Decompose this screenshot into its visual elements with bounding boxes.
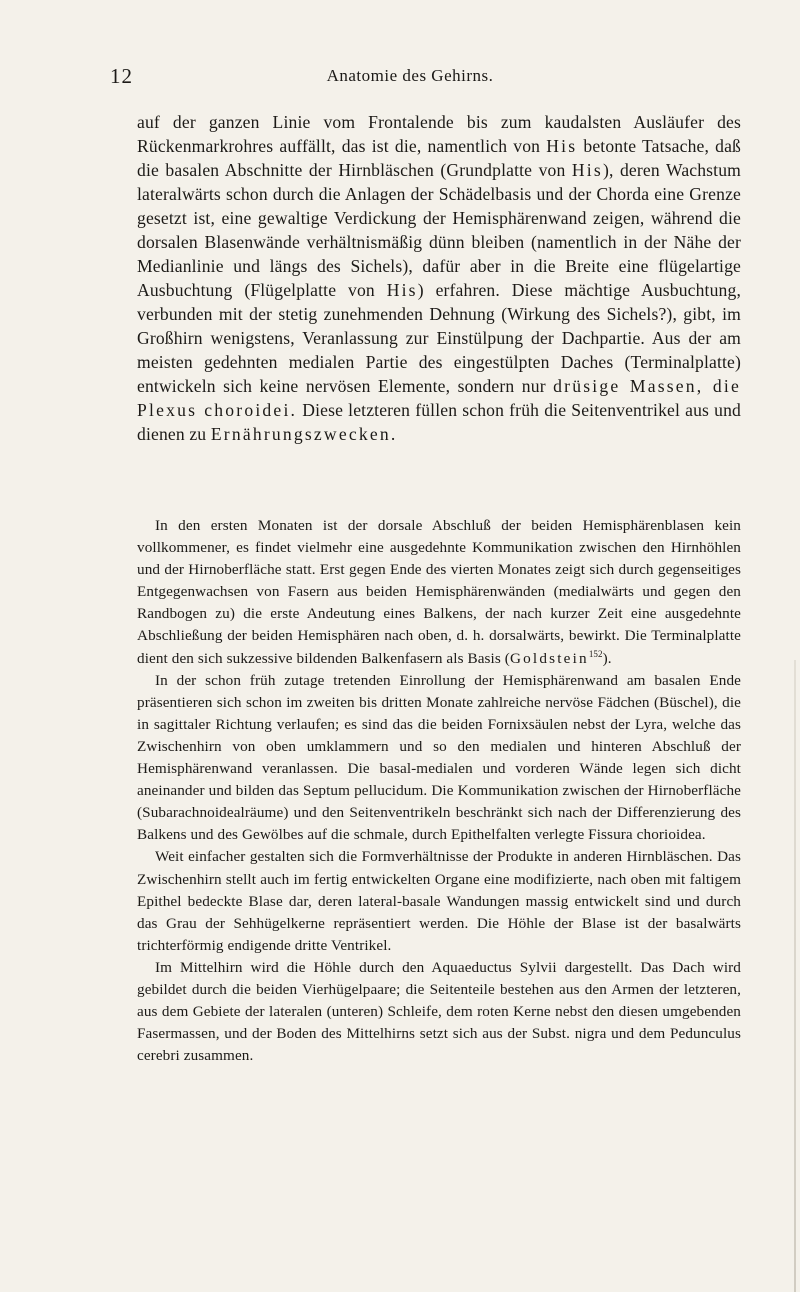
text-run: betonte Tatsache, daß die basalen Abschnitte der Hirnbläschen (Grundplatte von bbox=[137, 136, 741, 180]
emphasized-phrase: Ernährungszwecken. bbox=[210, 424, 398, 444]
author-name-goldstein: Goldstein bbox=[509, 649, 589, 667]
paragraph-zwischenhirn: Weit einfacher gestalten sich die Formverhältnisse der Produkte in anderen Hirnbläschen. Das Zwischenhirn stellt auch im fertig entwickelten Organe eine modifizierte, nach oben mit faltigem Epithel bedeckte Blase dar, deren lateral-basale Wandungen massig entwickelt sind und durch das Grau der Sehhügelkerne repräsentiert werden. Die Höhle der Blase ist der basalwärts trichterförmig endigende dritte Ventrikel. bbox=[137, 848, 741, 954]
author-name-his: His bbox=[386, 280, 418, 300]
author-name-his: His bbox=[546, 136, 578, 156]
text-run: auf der ganzen Linie vom Frontalende bis zum kaudalsten Ausläufer des Rückenmarkrohres auffällt, das ist die, namentlich von bbox=[137, 112, 741, 156]
reference-number: 152 bbox=[588, 648, 603, 659]
page-header bbox=[110, 64, 710, 94]
paragraph-fornix: In der schon früh zutage tretenden Einrollung der Hemisphärenwand am basalen Ende präsentieren sich schon im zweiten bis dritten Monate zahlreiche nervöse Fädchen (Büschel), die in sagittaler Richtung verlaufen; es sind das die beiden Fornixsäulen nebst der Lyra, welche das Zwischenhirn von oben umklammern und so den medialen und hinteren Abschluß der Hemisphärenwand veranlassen. Die basal-medialen und vorderen Wände legen sich dicht aneinander und bilden das Septum pellucidum. Die Kommunikation zwischen der Hirnoberfläche (Subarachnoidealräume) und den Seitenventrikeln beschränkt sich nach der Differenzierung des Balkens und des Gewölbes auf die schmale, durch Epithelfalten verlegte Fissura chorioidea. bbox=[137, 671, 741, 844]
main-text-block bbox=[137, 110, 741, 446]
paragraph-balken bbox=[137, 515, 741, 670]
text-run: Diese letzteren füllen schon früh die Seitenventrikel aus und dienen zu bbox=[137, 400, 741, 444]
author-name-his: His bbox=[571, 160, 603, 180]
emphasized-phrase: drüsige Massen, die Plexus choroidei. bbox=[137, 376, 741, 420]
text-run: ). bbox=[602, 649, 612, 667]
paragraph-mittelhirn: Im Mittelhirn wird die Höhle durch den Aquaeductus Sylvii dargestellt. Das Dach wird gebildet durch die beiden Vierhügelpaare; die Seitenteile bestehen aus den Armen der letzteren, aus dem Gebiete der lateralen (unteren) Schleife, dem roten Kerne nebst den diesen umgebenden Fasermassen, und der Boden des Mittelhirns setzt sich aus der Subst. nigra und dem Pedunculus cerebri zusammen. bbox=[137, 958, 741, 1065]
text-run: In den ersten Monaten ist der dorsale Abschluß der beiden Hemisphärenblasen kein vollkommener, es findet vielmehr eine ausgedehnte Kommunikation zwischen den Hirnhöhlen und der Hirnoberfläche statt. Erst gegen Ende des vierten Monates zeigt sich durch gegenseitiges Entgegenwachsen von Fasern aus beiden Hemisphärenwänden (medialwärts und gegen den Randbogen zu) die erste Andeutung eines Balkens, der nach kurzer Zeit eine ausgedehnte Abschließung der beiden Hemisphären nach oben, d. h. dorsalwärts, bewirkt. Die Terminalplatte dient den sich sukzessive bildenden Balkenfasern als Basis ( bbox=[137, 517, 741, 667]
text-run: ) erfahren. Diese mächtige Ausbuchtung, verbunden mit der stetig zunehmenden Dehnung (Wirkung des Sichels?), gibt, im Großhirn wenigstens, Veranlassung zur Einstülpung der Dachpartie. Aus der am meisten gedehnten medialen Partie des eingestülpten Daches (Terminalplatte) entwickeln sich keine nervösen Elemente, sondern nur bbox=[137, 280, 741, 396]
running-head: Anatomie des Gehirns. bbox=[326, 66, 494, 85]
paragraph-intro bbox=[137, 110, 741, 446]
text-run: ), deren Wachstum lateralwärts schon durch die Anlagen der Schädelbasis und der Chorda eine Grenze gesetzt ist, eine gewaltige Verdickung der Hemisphärenwand zeigen, während die dorsalen Blasenwände verhältnismäßig dünn bleiben (namentlich in der Nähe der Medianlinie und längs des Sichels), dafür aber in die Breite eine flügelartige Ausbuchtung (Flügelplatte von bbox=[137, 160, 741, 300]
small-print-block bbox=[137, 515, 741, 1067]
page-number: 12 bbox=[110, 64, 133, 88]
page-edge-shadow bbox=[794, 660, 796, 1292]
